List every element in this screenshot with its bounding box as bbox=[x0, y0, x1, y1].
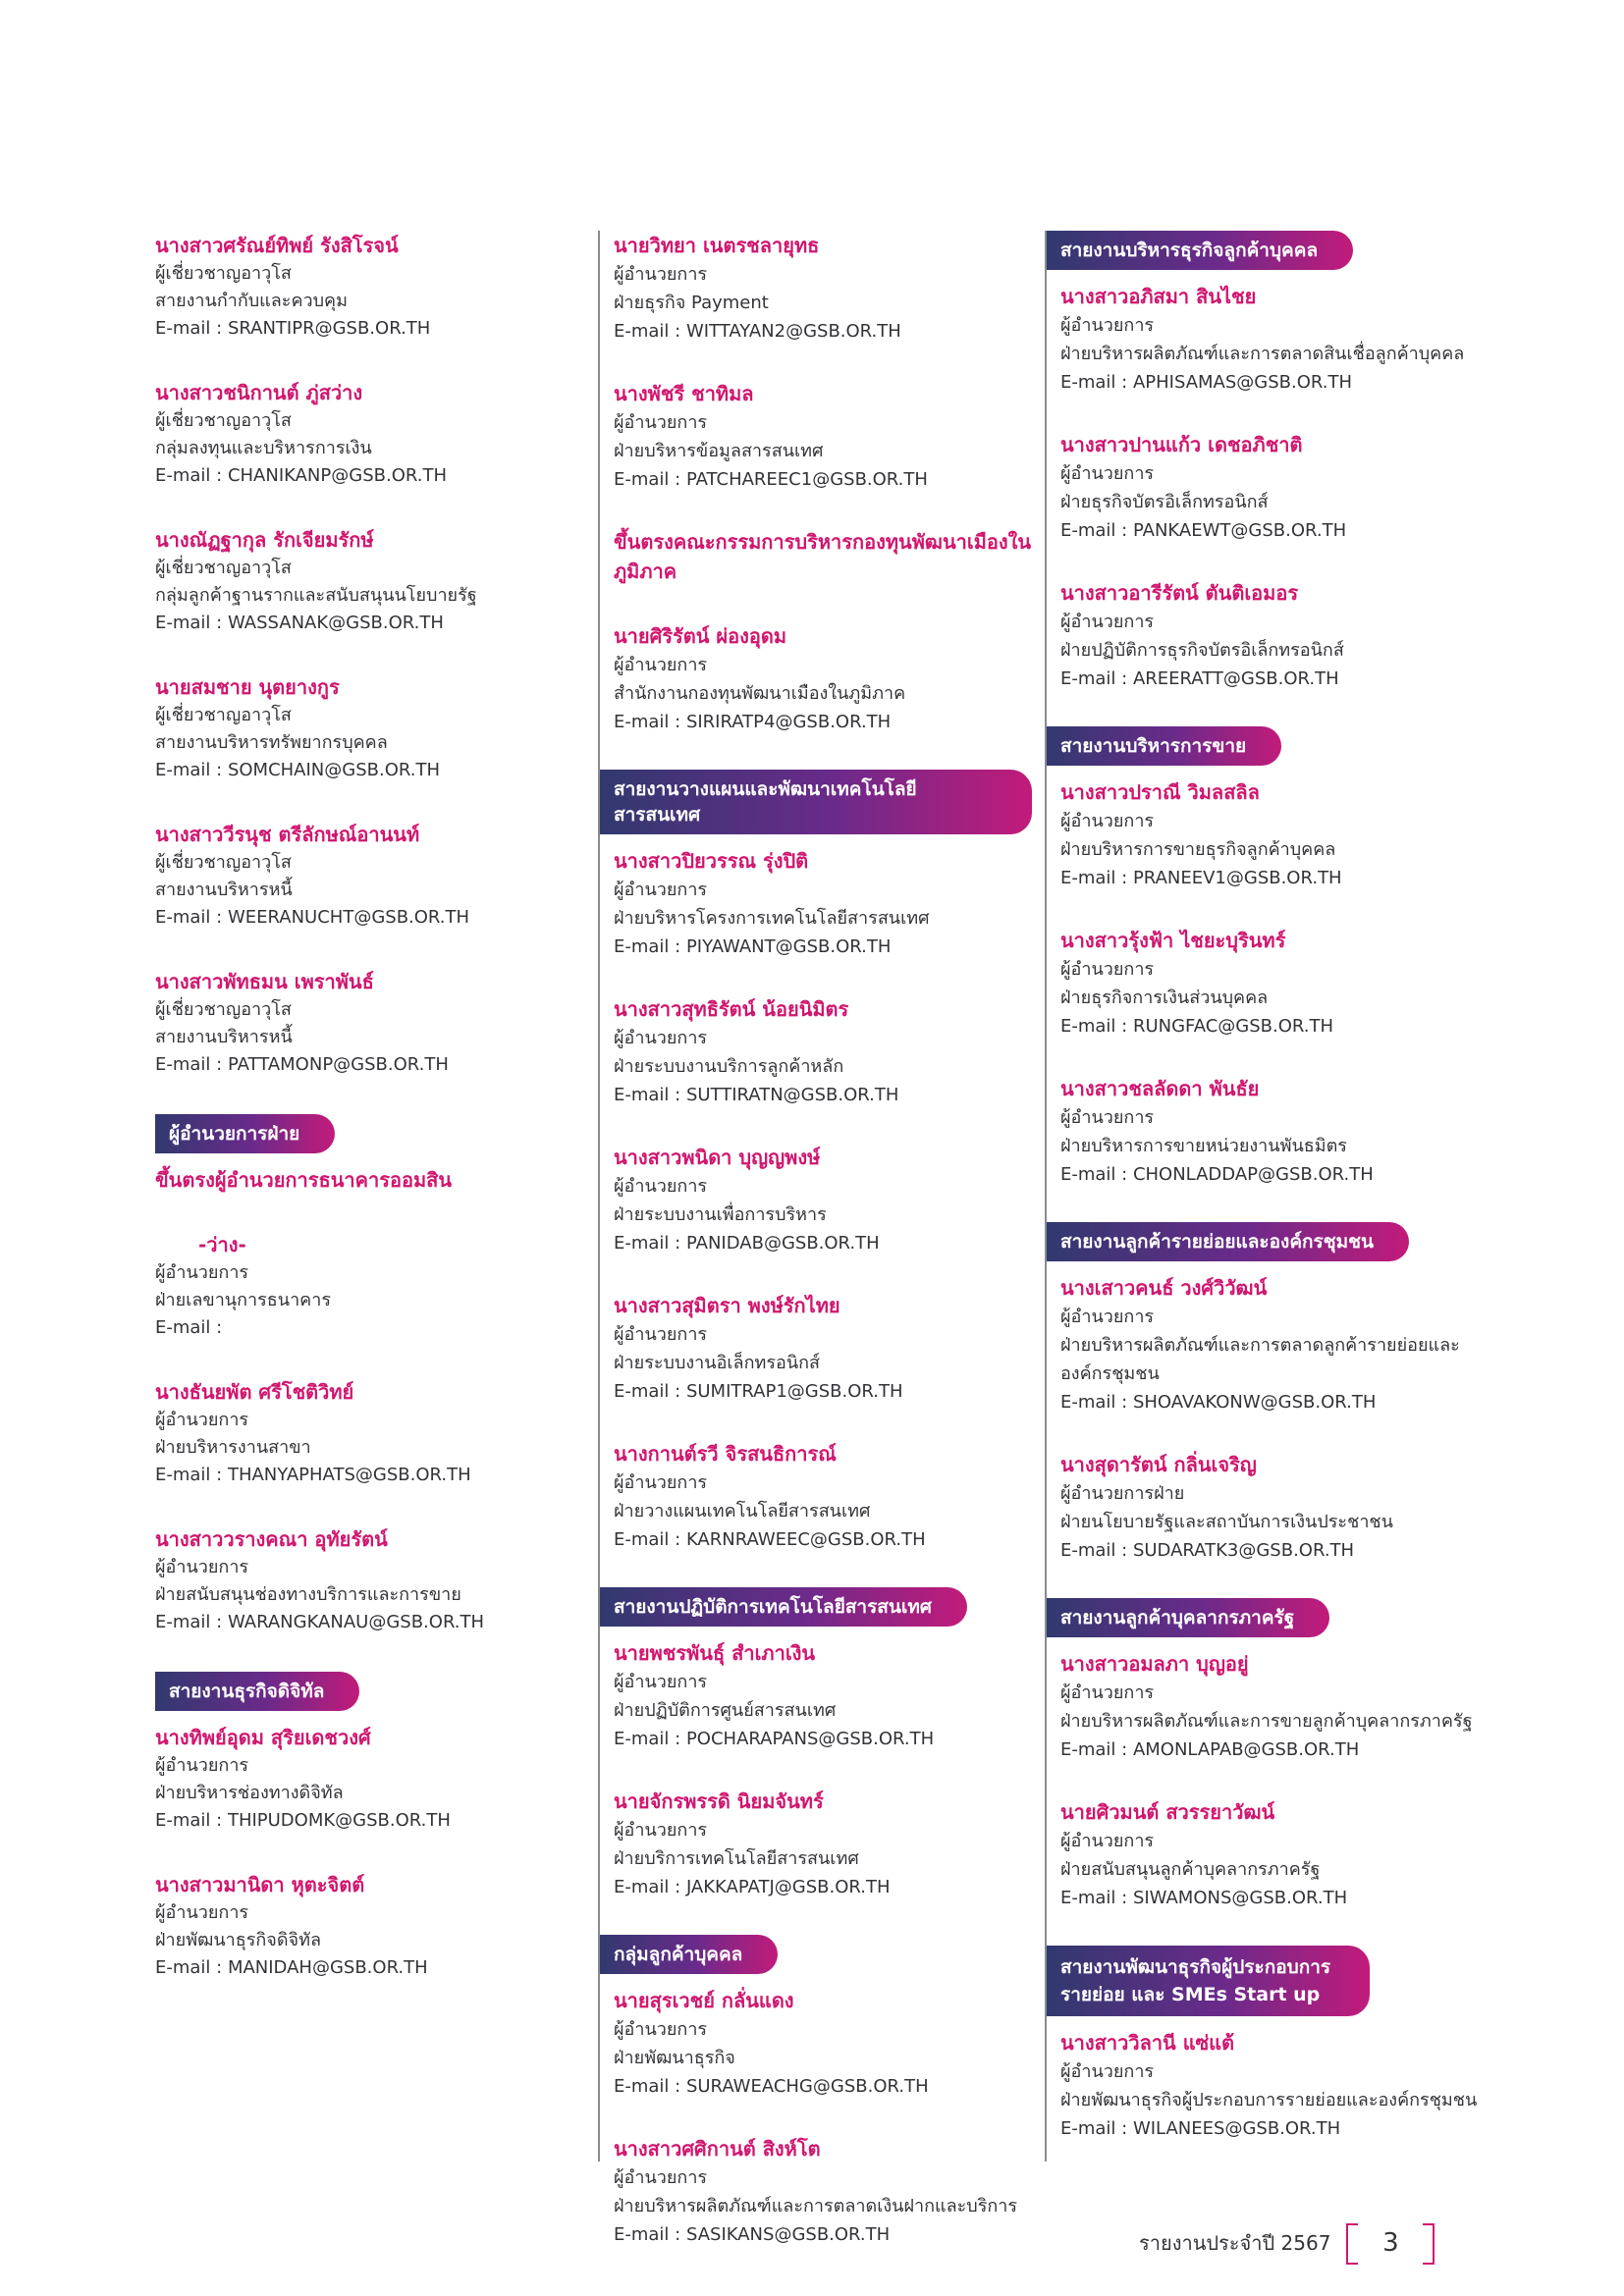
person-entry bbox=[614, 994, 1032, 1109]
person-unit: สายงานกำกับและควบคุม bbox=[155, 291, 348, 311]
person-email: E-mail : PIYAWANT@GSB.OR.TH bbox=[614, 936, 892, 957]
people-group bbox=[155, 1377, 548, 1636]
person-title: ผู้อำนวยการ bbox=[1060, 1107, 1155, 1128]
person-email: E-mail : WARANGKANAU@GSB.OR.TH bbox=[155, 1612, 485, 1632]
person-email: E-mail : WASSANAK@GSB.OR.TH bbox=[155, 613, 444, 633]
person-title: ผู้อำนวยการ bbox=[614, 1176, 708, 1197]
person-entry bbox=[155, 1377, 548, 1489]
person-unit: ฝ่ายนโยบายรัฐและสถาบันการเงินประชาชน bbox=[1060, 1512, 1393, 1532]
person-name: นางสาวพัทธมน เพราพันธ์ bbox=[155, 970, 374, 993]
person-title: ผู้อำนวยการ bbox=[155, 1262, 249, 1283]
person-entry bbox=[1060, 1273, 1479, 1416]
person-email: E-mail : WILANEES@GSB.OR.TH bbox=[1060, 2118, 1341, 2139]
person-email: E-mail : SUDARATK3@GSB.OR.TH bbox=[1060, 1540, 1355, 1561]
person-entry bbox=[614, 1143, 1032, 1257]
person-unit: ฝ่ายบริหารการขายธุรกิจลูกค้าบุคคล bbox=[1060, 839, 1336, 860]
person-email: E-mail : KARNRAWEEC@GSB.OR.TH bbox=[614, 1529, 926, 1550]
person-email: E-mail : CHANIKANP@GSB.OR.TH bbox=[155, 465, 447, 486]
person-entry bbox=[614, 1787, 1032, 1901]
person-name: นางสาวอารีรัตน์ ตันติเอมอร bbox=[1060, 581, 1299, 605]
person-title: ผู้อำนวยการ bbox=[614, 880, 708, 900]
section-header: สายงานบริหารธุรกิจลูกค้าบุคคล bbox=[1047, 231, 1353, 270]
person-name: นายสุรเวชย์ กลั่นแดง bbox=[614, 1989, 794, 2012]
report-label: รายงานประจำปี 2567 bbox=[1139, 2231, 1331, 2255]
person-unit: ฝ่ายระบบงานเพื่อการบริหาร bbox=[614, 1204, 827, 1225]
person-title: ผู้อำนวยการ bbox=[614, 2019, 708, 2040]
person-unit: ฝ่ายระบบงานบริการลูกค้าหลัก bbox=[614, 1056, 844, 1077]
person-email: E-mail : POCHARAPANS@GSB.OR.TH bbox=[614, 1729, 935, 1749]
person-name: นายศิริรัตน์ ผ่องอุดม bbox=[614, 624, 787, 648]
person-unit: ฝ่ายบริหารข้อมูลสารสนเทศ bbox=[614, 441, 824, 461]
person-name: นางสาวอมลภา บุญอยู่ bbox=[1060, 1652, 1249, 1676]
person-entry bbox=[614, 1986, 1032, 2101]
person-title: ผู้อำนวยการ bbox=[1060, 2061, 1155, 2082]
person-entry bbox=[614, 1439, 1032, 1554]
person-unit: ฝ่ายบริหารผลิตภัณฑ์และการตลาดสินเชื่อลูกค้าบุคคล bbox=[1060, 344, 1465, 364]
person-entry bbox=[614, 231, 1032, 346]
person-name: นางสาวสุมิตรา พงษ์รักไทย bbox=[614, 1294, 840, 1317]
person-entry bbox=[1060, 430, 1479, 545]
person-unit: กลุ่มลงทุนและบริหารการเงิน bbox=[155, 438, 372, 458]
person-entry bbox=[614, 2134, 1032, 2249]
page-number: 3 bbox=[1346, 2223, 1435, 2263]
people-group bbox=[1060, 777, 1479, 1189]
person-title: ผู้อำนวยการ bbox=[155, 1902, 249, 1923]
person-name: นางสาวศรัณย์ทิพย์ รังสิโรจน์ bbox=[155, 234, 399, 257]
person-entry bbox=[155, 820, 548, 932]
person-email: E-mail : THANYAPHATS@GSB.OR.TH bbox=[155, 1465, 471, 1485]
person-unit: ฝ่ายสนับสนุนช่องทางบริการและการขาย bbox=[155, 1584, 461, 1605]
section-header: สายงานลูกค้ารายย่อยและองค์กรชุมชน bbox=[1047, 1222, 1409, 1261]
people-group bbox=[614, 1638, 1032, 1901]
section-header-line: รายย่อย และ SMEs Start up bbox=[1060, 1984, 1321, 2005]
person-email: E-mail : AMONLAPAB@GSB.OR.TH bbox=[1060, 1739, 1360, 1760]
person-title: ผู้อำนวยการ bbox=[614, 1028, 708, 1048]
person-unit: สำนักงานกองทุนพัฒนาเมืองในภูมิภาค bbox=[614, 683, 906, 704]
person-entry bbox=[1060, 2028, 1479, 2143]
people-group bbox=[614, 621, 1032, 736]
person-title: ผู้เชี่ยวชาญอาวุโส bbox=[155, 999, 292, 1020]
person-name: นางธันยพัต ศรีโชติวิทย์ bbox=[155, 1380, 354, 1404]
person-email: E-mail : SOMCHAIN@GSB.OR.TH bbox=[155, 760, 440, 780]
person-unit: ฝ่ายพัฒนาธุรกิจผู้ประกอบการรายย่อยและองค์กรชุมชน bbox=[1060, 2090, 1478, 2110]
person-entry bbox=[614, 1638, 1032, 1753]
people-group bbox=[1060, 2028, 1479, 2143]
person-title: ผู้อำนวยการ bbox=[614, 1472, 708, 1493]
section-header: สายงานวางแผนและพัฒนาเทคโนโลยีสารสนเทศ bbox=[600, 770, 1032, 834]
person-unit: ฝ่ายบริหารผลิตภัณฑ์และการตลาดลูกค้ารายย่อยและองค์กรชุมชน bbox=[1060, 1335, 1460, 1384]
person-title: ผู้อำนวยการ bbox=[614, 412, 708, 433]
person-email: E-mail : PATCHAREEC1@GSB.OR.TH bbox=[614, 469, 928, 490]
section-header: สายงานลูกค้าบุคลากรภาครัฐ bbox=[1047, 1598, 1329, 1637]
person-title: ผู้อำนวยการ bbox=[1060, 959, 1155, 980]
person-title: ผู้เชี่ยวชาญอาวุโส bbox=[155, 705, 292, 725]
person-name: นางทิพย์อุดม สุริยเดชวงศ์ bbox=[155, 1726, 371, 1749]
person-name: นางสาวอภิสมา สินไชย bbox=[1060, 285, 1257, 308]
person-unit: ฝ่ายธุรกิจการเงินส่วนบุคคล bbox=[1060, 988, 1269, 1008]
person-email: E-mail : WEERANUCHT@GSB.OR.TH bbox=[155, 907, 470, 928]
person-name: นางสาวปิยวรรณ รุ่งปิติ bbox=[614, 849, 809, 873]
person-entry bbox=[155, 1870, 548, 1982]
person-title: ผู้เชี่ยวชาญอาวุโส bbox=[155, 263, 292, 284]
person-entry bbox=[155, 672, 548, 784]
person-name: นางสาวชลลัดดา พันธัย bbox=[1060, 1077, 1260, 1100]
column-2 bbox=[598, 231, 1032, 2245]
person-title: ผู้อำนวยการ bbox=[1060, 612, 1155, 632]
person-unit: สายงานบริหารทรัพยากรบุคคล bbox=[155, 732, 388, 753]
subheading: ขึ้นตรงคณะกรรมการบริหารกองทุนพัฒนาเมืองในภูมิภาค bbox=[614, 530, 1032, 583]
person-unit: สายงานบริหารหนี้ bbox=[155, 880, 293, 900]
person-name: นายจักรพรรดิ นิยมจันทร์ bbox=[614, 1789, 824, 1813]
person-vacant bbox=[155, 1230, 548, 1342]
person-title: ผู้อำนวยการฝ่าย bbox=[1060, 1483, 1185, 1504]
person-title: ผู้เชี่ยวชาญอาวุโส bbox=[155, 410, 292, 431]
person-email: E-mail : SUMITRAP1@GSB.OR.TH bbox=[614, 1381, 903, 1402]
person-name: นางกานต์รวี จิรสนธิการณ์ bbox=[614, 1442, 837, 1466]
person-name: นางสาวมานิดา หุตะจิตต์ bbox=[155, 1873, 365, 1896]
person-entry bbox=[614, 846, 1032, 961]
person-email: E-mail : CHONLADDAP@GSB.OR.TH bbox=[1060, 1164, 1374, 1185]
person-entry bbox=[155, 231, 548, 343]
person-email: E-mail : PANIDAB@GSB.OR.TH bbox=[614, 1233, 880, 1254]
person-unit: ฝ่ายบริหารผลิตภัณฑ์และการตลาดเงินฝากและบริการ bbox=[614, 2196, 1018, 2216]
person-email: E-mail : PATTAMONP@GSB.OR.TH bbox=[155, 1054, 449, 1075]
person-unit: ฝ่ายเลขานุการธนาคาร bbox=[155, 1290, 331, 1310]
person-email: E-mail : SURAWEACHG@GSB.OR.TH bbox=[614, 2076, 929, 2097]
person-title: ผู้อำนวยการ bbox=[1060, 1682, 1155, 1703]
person-title: ผู้เชี่ยวชาญอาวุโส bbox=[155, 852, 292, 873]
person-entry bbox=[155, 525, 548, 637]
person-unit: ฝ่ายธุรกิจบัตรอิเล็กทรอนิกส์ bbox=[1060, 492, 1269, 512]
person-title: ผู้อำนวยการ bbox=[614, 1672, 708, 1692]
page-footer bbox=[1139, 2220, 1435, 2266]
person-unit: สายงานบริหารหนี้ bbox=[155, 1027, 293, 1047]
person-name: นางสาวปราณี วิมลสลิล bbox=[1060, 780, 1260, 804]
person-name: นางสาวชนิกานต์ ภู่สว่าง bbox=[155, 381, 363, 404]
person-unit: ฝ่ายปฏิบัติการศูนย์สารสนเทศ bbox=[614, 1700, 837, 1721]
person-email: E-mail : MANIDAH@GSB.OR.TH bbox=[155, 1957, 428, 1978]
person-title: ผู้อำนวยการ bbox=[614, 2167, 708, 2188]
people-group bbox=[614, 231, 1032, 494]
person-title: ผู้เชี่ยวชาญอาวุโส bbox=[155, 558, 292, 578]
person-title: ผู้อำนวยการ bbox=[1060, 1307, 1155, 1327]
person-unit: ฝ่ายบริหารโครงการเทคโนโลยีสารสนเทศ bbox=[614, 908, 930, 929]
person-entry bbox=[1060, 777, 1479, 892]
person-name: นางสาวพนิดา บุญญพงษ์ bbox=[614, 1146, 821, 1169]
section-header: สายงานปฏิบัติการเทคโนโลยีสารสนเทศ bbox=[600, 1587, 967, 1627]
person-name: นายวิทยา เนตรชลายุทธ bbox=[614, 234, 820, 257]
section-header bbox=[1047, 1946, 1370, 2016]
section-header: สายงานบริหารการขาย bbox=[1047, 726, 1281, 766]
person-unit: ฝ่ายบริหารช่องทางดิจิทัล bbox=[155, 1783, 344, 1803]
person-title: ผู้อำนวยการ bbox=[1060, 463, 1155, 484]
person-email: E-mail : bbox=[155, 1317, 223, 1338]
person-email: E-mail : SASIKANS@GSB.OR.TH bbox=[614, 2224, 891, 2245]
person-title: ผู้อำนวยการ bbox=[1060, 811, 1155, 831]
section-header: กลุ่มลูกค้าบุคคล bbox=[600, 1935, 778, 1974]
person-name: นางสาวรุ้งฟ้า ไชยะบุรินทร์ bbox=[1060, 929, 1286, 952]
people-group bbox=[614, 1986, 1032, 2249]
person-name: นางสุดารัตน์ กลิ่นเจริญ bbox=[1060, 1453, 1257, 1476]
person-unit: ฝ่ายพัฒนาธุรกิจดิจิทัล bbox=[155, 1930, 321, 1950]
person-name: นายสมชาย นุตยางกูร bbox=[155, 675, 340, 699]
person-title: ผู้อำนวยการ bbox=[155, 1410, 249, 1430]
person-title: ผู้อำนวยการ bbox=[155, 1557, 249, 1577]
person-entry bbox=[155, 1723, 548, 1835]
person-email: E-mail : WITTAYAN2@GSB.OR.TH bbox=[614, 321, 901, 342]
person-email: E-mail : PRANEEV1@GSB.OR.TH bbox=[1060, 868, 1342, 888]
person-title: ผู้อำนวยการ bbox=[614, 264, 708, 285]
person-title: ผู้อำนวยการ bbox=[155, 1755, 249, 1776]
person-name: นางสาวปานแก้ว เดชอภิชาติ bbox=[1060, 433, 1303, 456]
person-entry bbox=[1060, 926, 1479, 1041]
person-unit: ฝ่ายบริหารงานสาขา bbox=[155, 1437, 311, 1458]
person-name: นางสาววีรนุช ตรีลักษณ์อานนท์ bbox=[155, 823, 420, 846]
subheading: ขึ้นตรงผู้อำนวยการธนาคารออมสิน bbox=[155, 1168, 453, 1192]
person-email: E-mail : PANKAEWT@GSB.OR.TH bbox=[1060, 520, 1347, 541]
person-unit: ฝ่ายพัฒนาธุรกิจ bbox=[614, 2048, 735, 2068]
person-email: E-mail : SUTTIRATN@GSB.OR.TH bbox=[614, 1085, 899, 1105]
person-title: ผู้อำนวยการ bbox=[614, 655, 708, 675]
person-entry bbox=[155, 378, 548, 490]
person-entry bbox=[155, 1524, 548, 1636]
people-group bbox=[155, 231, 548, 1079]
person-unit: ฝ่ายธุรกิจ Payment bbox=[614, 293, 769, 313]
person-unit: ฝ่ายบริการเทคโนโลยีสารสนเทศ bbox=[614, 1848, 859, 1869]
person-entry bbox=[1060, 1797, 1479, 1912]
person-unit: ฝ่ายระบบงานอิเล็กทรอนิกส์ bbox=[614, 1353, 821, 1373]
person-unit: ฝ่ายปฏิบัติการธุรกิจบัตรอิเล็กทรอนิกส์ bbox=[1060, 640, 1344, 661]
person-email: E-mail : SHOAVAKONW@GSB.OR.TH bbox=[1060, 1392, 1377, 1413]
column-1 bbox=[155, 231, 548, 2017]
people-group bbox=[1060, 1649, 1479, 1912]
section-header: ผู้อำนวยการฝ่าย bbox=[155, 1114, 335, 1153]
person-name: นางสาวสุทธิรัตน์ น้อยนิมิตร bbox=[614, 997, 849, 1021]
person-email: E-mail : RUNGFAC@GSB.OR.TH bbox=[1060, 1016, 1334, 1037]
column-3 bbox=[1045, 231, 1479, 2162]
person-name: นางสาวศศิกานต์ สิงห์โต bbox=[614, 2137, 821, 2161]
people-group bbox=[1060, 1273, 1479, 1565]
person-email: E-mail : SIRIRATP4@GSB.OR.TH bbox=[614, 712, 892, 732]
person-email: E-mail : SIWAMONS@GSB.OR.TH bbox=[1060, 1888, 1348, 1908]
person-entry bbox=[614, 621, 1032, 736]
person-entry bbox=[1060, 578, 1479, 693]
person-title: ผู้อำนวยการ bbox=[614, 1820, 708, 1841]
person-unit: ฝ่ายบริหารการขายหน่วยงานพันธมิตร bbox=[1060, 1136, 1347, 1156]
person-name: นางเสาวคนธ์ วงศ์วิวัฒน์ bbox=[1060, 1276, 1268, 1300]
person-email: E-mail : THIPUDOMK@GSB.OR.TH bbox=[155, 1810, 451, 1831]
person-name: นางสาววรางคณา อุทัยรัตน์ bbox=[155, 1527, 388, 1551]
person-email: E-mail : SRANTIPR@GSB.OR.TH bbox=[155, 318, 431, 339]
person-entry bbox=[1060, 282, 1479, 397]
people-group bbox=[155, 1723, 548, 1982]
section-header: สายงานธุรกิจดิจิทัล bbox=[155, 1672, 359, 1711]
person-title: ผู้อำนวยการ bbox=[1060, 1831, 1155, 1851]
person-title: ผู้อำนวยการ bbox=[614, 1324, 708, 1345]
people-group bbox=[1060, 282, 1479, 693]
person-unit: ฝ่ายสนับสนุนลูกค้าบุคลากรภาครัฐ bbox=[1060, 1859, 1321, 1880]
person-entry bbox=[614, 379, 1032, 494]
person-name: นายศิวมนต์ สวรรยาวัฒน์ bbox=[1060, 1800, 1275, 1824]
person-unit: กลุ่มลูกค้าฐานรากและสนับสนุนนโยบายรัฐ bbox=[155, 585, 477, 606]
people-group bbox=[614, 846, 1032, 1554]
person-email: E-mail : AREERATT@GSB.OR.TH bbox=[1060, 668, 1339, 689]
person-title: ผู้อำนวยการ bbox=[1060, 315, 1155, 336]
person-name: นางพัชรี ชาทิมล bbox=[614, 382, 754, 405]
person-entry bbox=[1060, 1649, 1479, 1764]
person-entry bbox=[155, 967, 548, 1079]
person-unit: ฝ่ายวางแผนเทคโนโลยีสารสนเทศ bbox=[614, 1501, 871, 1522]
person-email: E-mail : JAKKAPATJ@GSB.OR.TH bbox=[614, 1877, 891, 1897]
person-name: นายพชรพันธุ์ สำเภาเงิน bbox=[614, 1641, 816, 1665]
person-name: นางณัฏฐากุล รักเจียมรักษ์ bbox=[155, 528, 374, 552]
person-entry bbox=[1060, 1074, 1479, 1189]
person-name: นางสาววิลานี แซ่แต้ bbox=[1060, 2031, 1235, 2055]
person-email: E-mail : APHISAMAS@GSB.OR.TH bbox=[1060, 372, 1353, 393]
person-name: -ว่าง- bbox=[198, 1233, 246, 1256]
person-unit: ฝ่ายบริหารผลิตภัณฑ์และการขายลูกค้าบุคลากรภาครัฐ bbox=[1060, 1711, 1473, 1732]
person-entry bbox=[614, 1291, 1032, 1406]
section-header-line: สายงานพัฒนาธุรกิจผู้ประกอบการ bbox=[1060, 1956, 1331, 1978]
person-entry bbox=[1060, 1450, 1479, 1565]
